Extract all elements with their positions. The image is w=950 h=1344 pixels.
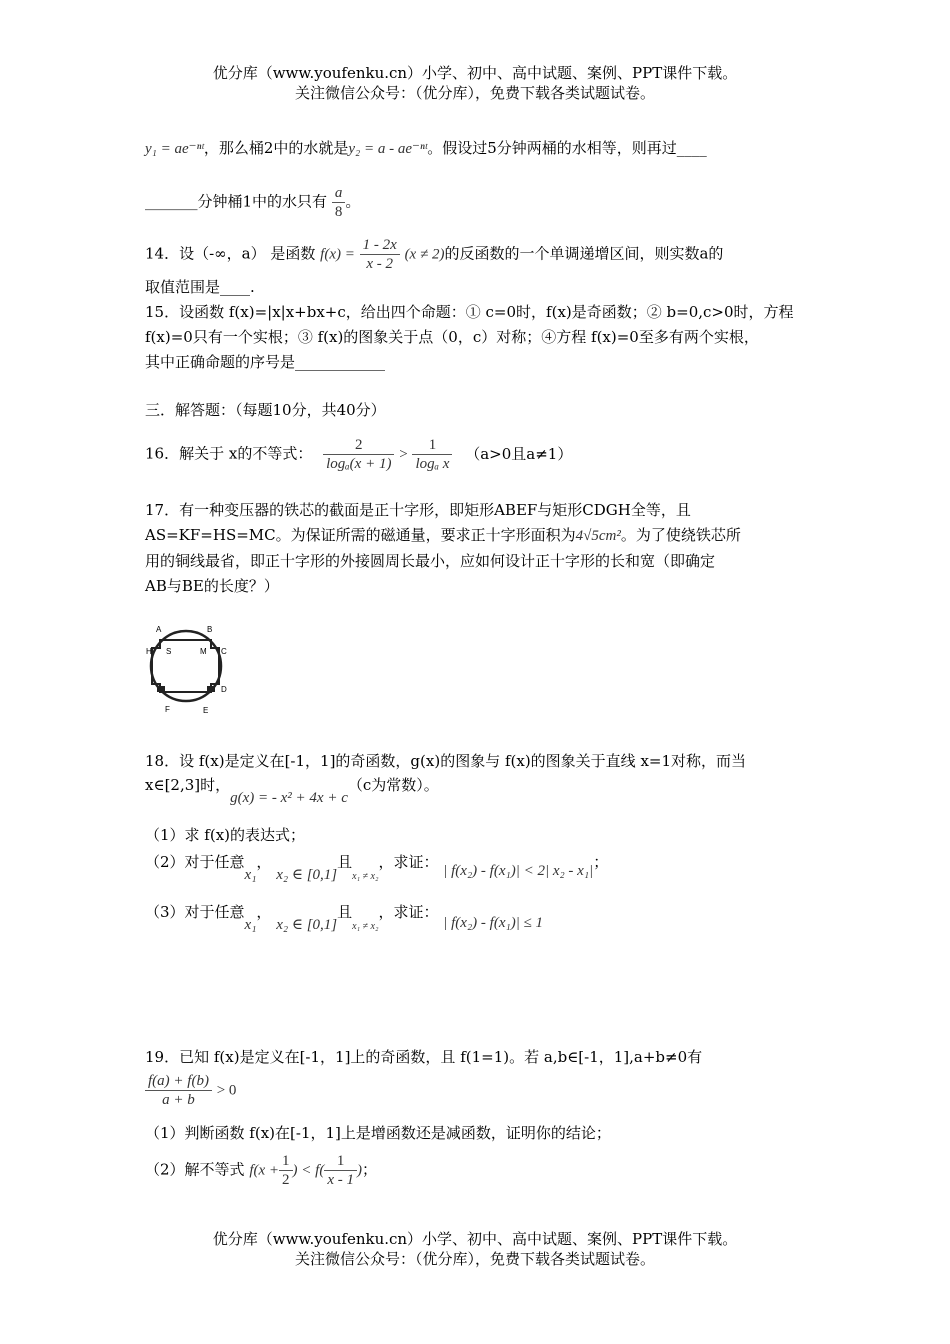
q14-line-1 [145,236,723,273]
q18-sub-2 [145,852,609,883]
q16-left-den: logₐ(x + 1) [326,456,392,472]
q13-text-a: ，那么桶2中的水就是 [203,139,349,157]
q15-line-2: f(x)=0只有一个实根；③ f(x)的图象关于点（0，c）对称；④方程 f(x)=0至多有两个实根， [145,328,759,346]
q18-sub3-and: 且 [337,903,353,921]
q19-frac-den: a + b [162,1092,195,1108]
q18-line-1: 18．设 f(x)是定义在[-1，1]的奇函数，g(x)的图象与 f(x)的图象关于直线 x=1对称，而当 [145,752,747,770]
label-e: E [203,706,209,715]
q18-sub2-prove: ，求证： [378,853,439,871]
q17-line2-a: AS=KF=HS=MC。为保证所需的磁通量，要求正十字形面积为 [145,526,576,544]
q13-line-1 [145,138,707,159]
label-s: S [166,647,172,656]
q18-sub2-comma: ， [256,853,272,871]
q19-half-num: 1 [279,1152,293,1171]
q18-sub3-ineq: | f(x₂) - f(x₁)| ≤ 1 [443,915,544,931]
q13-line2-text: 分钟桶1中的水只有 [197,192,328,211]
q19-frac-num: f(a) + f(b) [145,1072,212,1091]
q14-frac-num: 1 - 2x [360,236,400,255]
header-line-1: 优分库（www.youfenku.cn）小学、初中、高中试题、案例、PPT课件下载。 [212,64,738,82]
q14-text-b: 的反函数的一个单调递增区间，则实数a的 [444,244,724,263]
q19-close: ) [356,1162,362,1179]
q15-line-3: 其中正确命题的序号是____________ [145,353,386,371]
q14-fraction [360,236,400,273]
label-a: A [156,625,162,634]
q16-line [145,436,572,473]
q18-sub3-a: （3）对于任意 [145,903,245,921]
q17-line-3: 用的铜线最省，即正十字形的外接圆周长最小，应如何设计正十字形的长和宽（即确定 [145,552,716,570]
q18-sub2-x2-in: x₂ ∈ [0,1] [276,867,338,883]
q16-cond: （a>0且a≠1） [465,444,573,463]
q13-y2-formula: y₂ = a - ae⁻ⁿᵗ [348,141,428,157]
q17-line2-b: 。为了使绕铁芯所 [620,526,741,544]
q16-text: 16．解关于 x的不等式： [145,444,313,463]
q18-sub2-end: ； [593,853,609,871]
q13-frac-num: a [332,184,346,203]
header-line-2: 关注微信公众号：（优分库），免费下载各类试题试卷。 [294,84,655,102]
label-m: M [200,647,207,656]
q18-line2-b: （c为常数）。 [347,776,439,794]
q14-line-2: 取值范围是____. [145,278,255,296]
q18-sub3-prove: ，求证： [378,903,439,921]
q13-y1-formula: y₁ = ae⁻ⁿᵗ [145,141,204,157]
q18-sub3-neq: x₁ ≠ x₂ [352,921,379,932]
q19-fraction [145,1072,212,1109]
q19-lt-f: ) < f( [292,1162,325,1179]
q19-line-1: 19．已知 f(x)是定义在[-1，1]上的奇函数，且 f(1=1)。若 a,b∈[-1，1],a+b≠0有 [145,1048,703,1066]
q19-sub-1: （1）判断函数 f(x)在[-1，1]上是增函数还是减函数，证明你的结论； [145,1124,611,1142]
q18-sub2-x1: x₁ [244,867,257,883]
q19-sub2-end: ； [361,1160,377,1179]
label-f: F [165,705,170,714]
q14-text-a: 14．设（-∞，a） 是函数 [145,244,316,263]
q15-line-1: 15．设函数 f(x)=|x|x+bx+c，给出四个命题：① c=0时，f(x)是奇函数；② b=0,c>0时，方程 [145,303,794,321]
q16-gt: > [399,446,408,463]
label-h: H [146,647,152,656]
q13-blank: _______ [145,192,198,211]
q14-cond: (x ≠ 2) [404,246,445,263]
q16-right-fraction [412,436,452,473]
cross-section-figure [143,620,233,720]
label-d: D [221,685,227,694]
label-c: C [221,647,227,656]
label-b: B [207,625,213,634]
q19-sub2-a: （2）解不等式 [145,1160,245,1179]
q18-line2-a: x∈[2,3]时， [145,776,231,794]
q16-right-num: 1 [412,436,452,455]
q19-half-den: 2 [282,1172,290,1188]
q18-sub-1: （1）求 f(x)的表达式； [145,826,306,844]
q18-sub2-neq: x₁ ≠ x₂ [352,871,379,882]
q13-frac-den: 8 [334,204,343,220]
cross-shape [152,640,219,692]
section-3-heading: 三．解答题：（每题10分，共40分） [145,401,386,419]
q18-sub-3 [145,902,544,933]
corner-mark-f [157,686,165,692]
q17-line-1: 17．有一种变压器的铁芯的截面是正十字形，即矩形ABEF与矩形CDGH全等，且 [145,501,691,519]
q18-gx: g(x) = - x² + 4x + c [230,790,348,806]
q19-inv-fraction [324,1152,357,1189]
q16-right-den: logₐ x [415,456,450,472]
q19-sub-2 [145,1152,377,1189]
q18-sub2-and: 且 [337,853,353,871]
q19-half-fraction [279,1152,293,1189]
q19-gt0: > 0 [216,1082,237,1099]
q13-fraction [332,184,346,221]
q19-inv-den: x - 1 [327,1172,354,1188]
q18-line-2 [145,775,439,806]
q16-left-num: 2 [323,436,394,455]
q19-inv-num: 1 [324,1152,357,1171]
q18-sub2-a: （2）对于任意 [145,853,245,871]
q19-fx-plus: f(x + [249,1162,280,1179]
q17-line-4: AB与BE的长度？） [145,577,279,595]
footer-line-2: 关注微信公众号：（优分库），免费下载各类试题试卷。 [294,1250,655,1268]
q18-sub3-x1: x₁ [244,917,257,933]
q14-frac-den: x - 2 [366,256,394,272]
q19-fraction-line [145,1072,236,1109]
q18-sub3-x2-in: x₂ ∈ [0,1] [276,917,338,933]
footer-line-1: 优分库（www.youfenku.cn）小学、初中、高中试题、案例、PPT课件下载。 [212,1230,738,1248]
q13-line2-end: 。 [345,192,361,211]
q13-text-b: 。假设过5分钟两桶的水相等，则再过____ [427,139,707,157]
q17-line-2 [145,525,741,546]
q18-sub2-ineq: | f(x₂) - f(x₁)| < 2| x₂ - x₁| [443,863,594,879]
q17-area: 4√5cm² [575,528,621,544]
corner-mark-e [207,686,215,692]
q16-left-fraction [323,436,394,473]
q14-fx: f(x) = [320,246,355,263]
q13-line-2 [145,184,360,221]
q18-sub3-comma: ， [256,903,272,921]
